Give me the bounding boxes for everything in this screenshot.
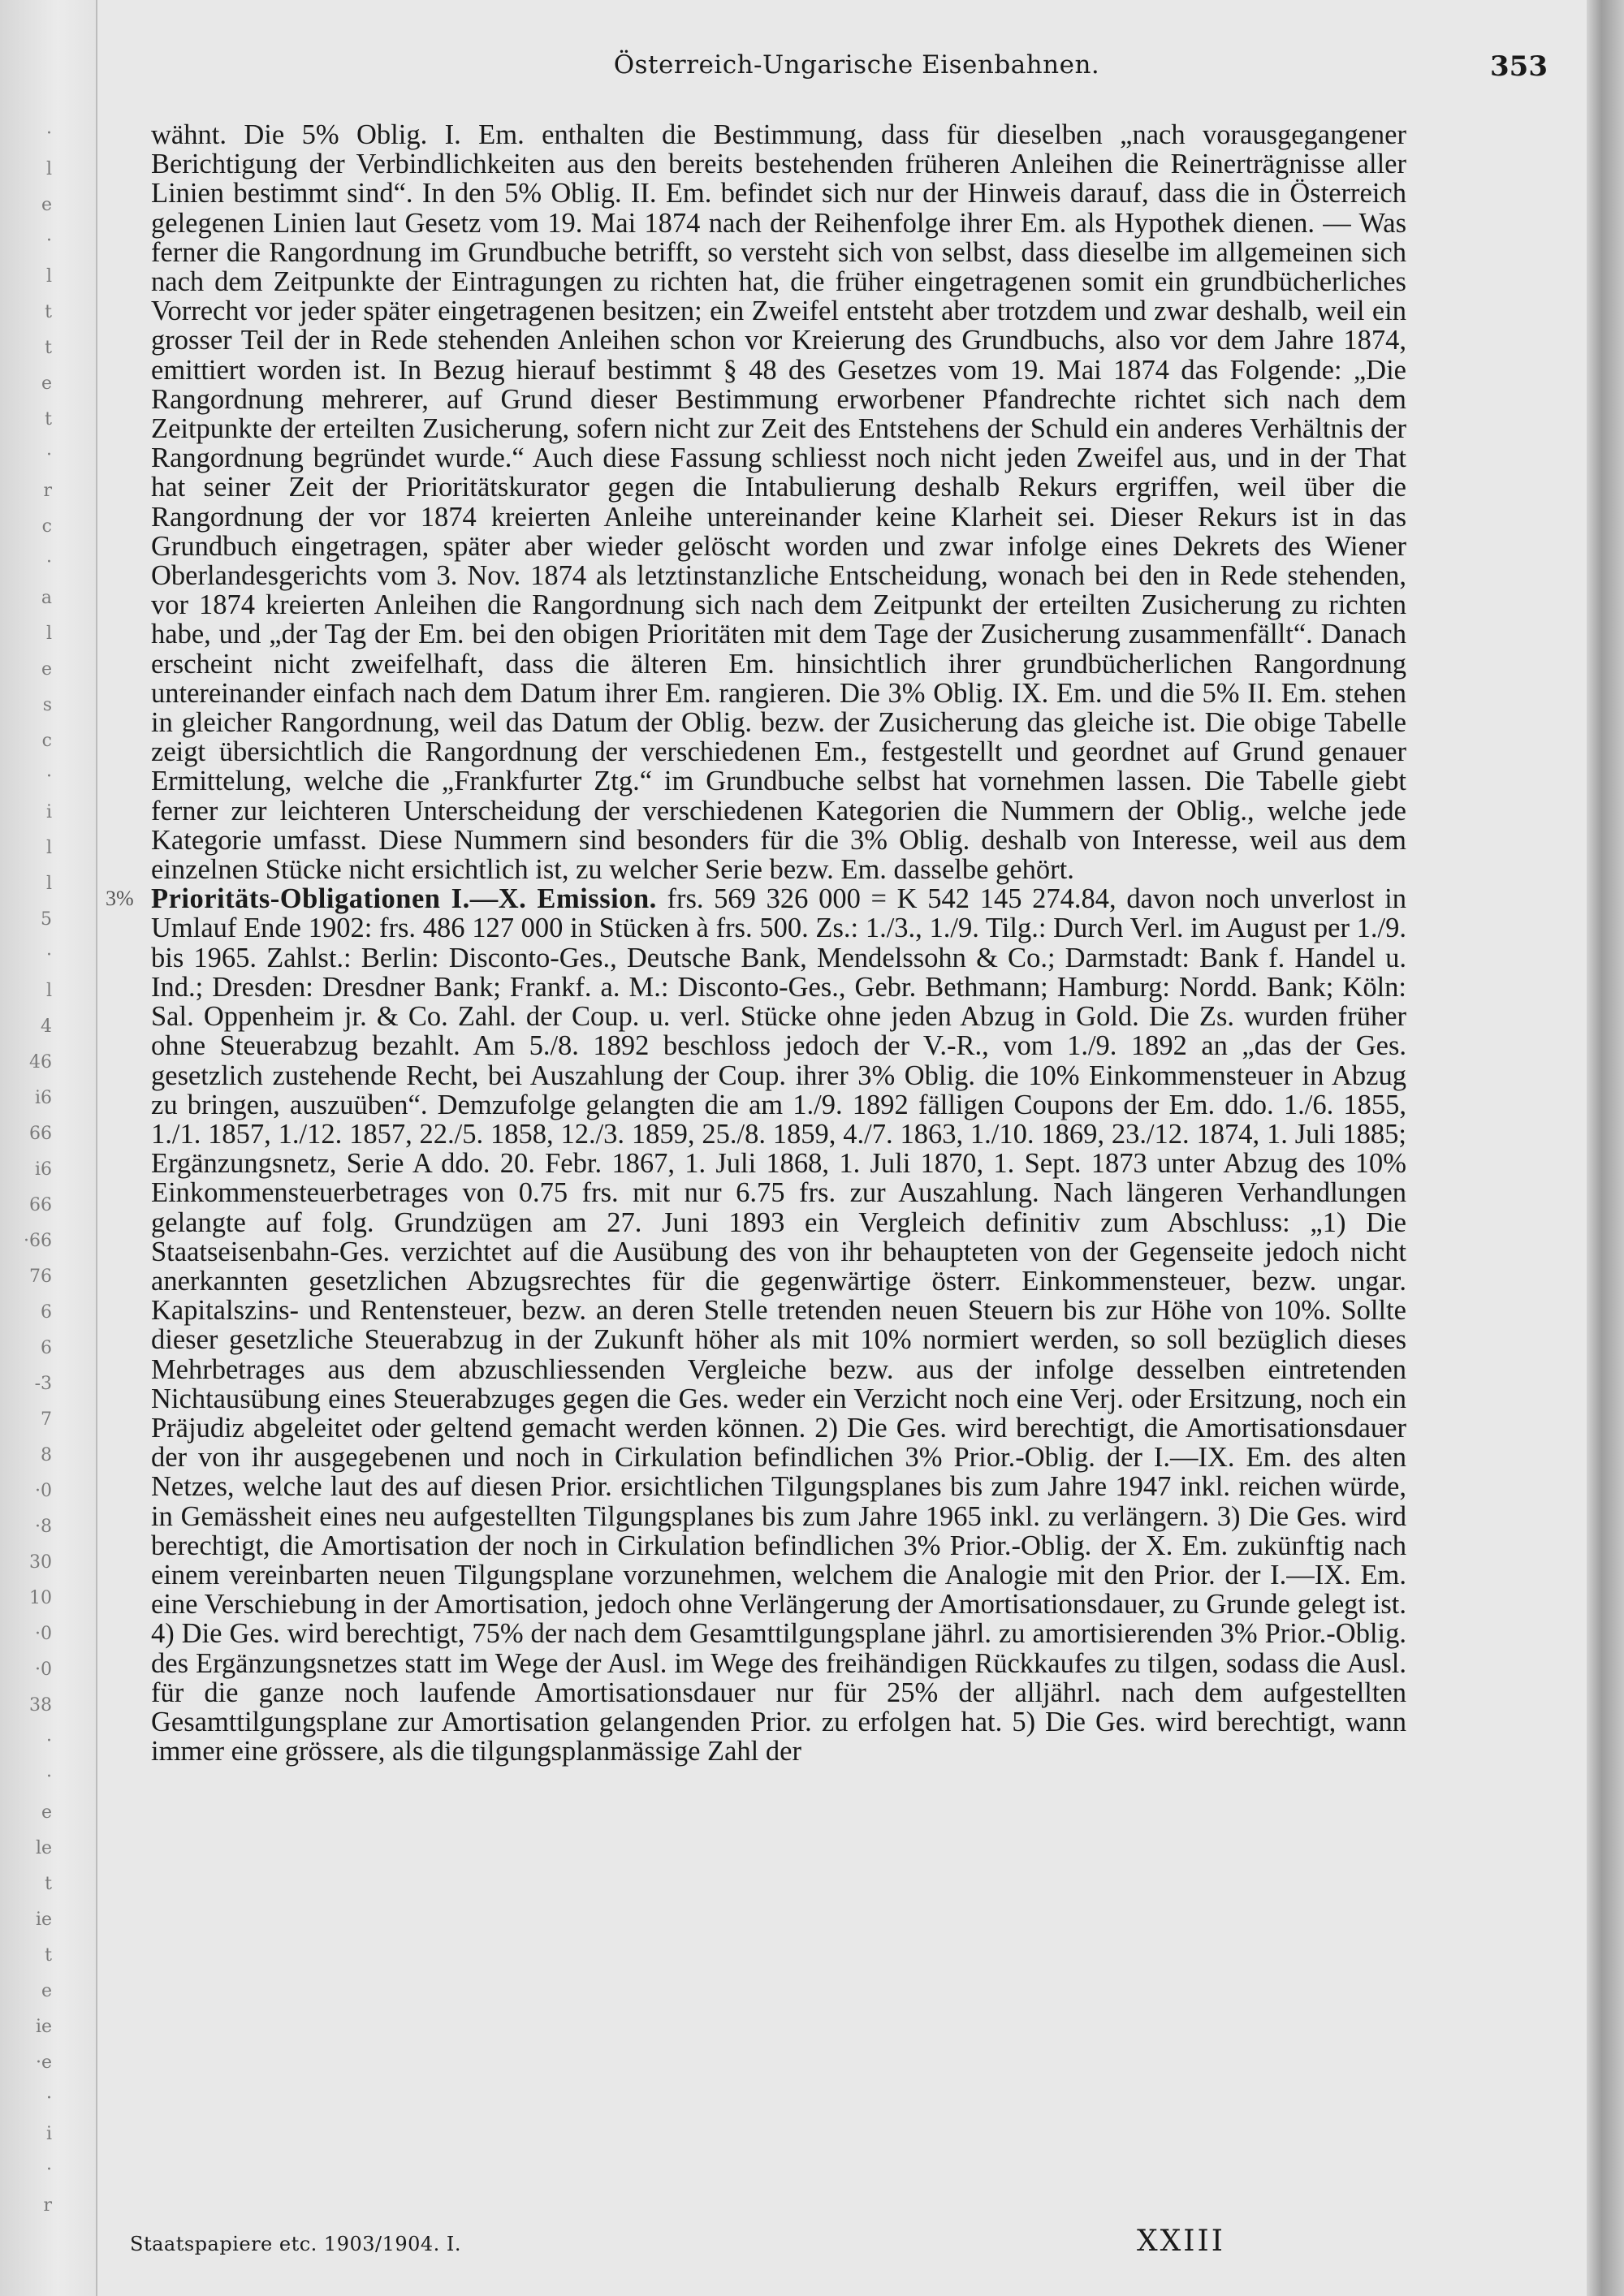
margin-bleed-glyph: 4 [41, 1016, 52, 1037]
footer-source: Staatspapiere etc. 1903/1904. I. [130, 2233, 462, 2255]
margin-bleed-glyph: i6 [34, 1088, 52, 1108]
right-page-edge [1587, 0, 1624, 2296]
margin-bleed-glyph: 6 [41, 1302, 52, 1323]
margin-bleed-glyph: l [45, 838, 52, 858]
margin-bleed-glyph: -3 [34, 1374, 52, 1394]
margin-bleed-glyph: l [45, 981, 52, 1001]
margin-bleed-glyph: · [46, 445, 52, 465]
margin-bleed-glyph: l [45, 266, 52, 287]
margin-bleed-glyph: 7 [41, 1409, 52, 1430]
margin-bleed-glyph: 66 [29, 1124, 52, 1144]
margin-bleed-glyph: 8 [41, 1445, 52, 1465]
margin-bleed-glyph: le [35, 1838, 52, 1858]
margin-bleed-glyph: ie [35, 1910, 52, 1930]
margin-bleed-glyph: 5 [41, 909, 52, 930]
margin-bleed-glyph: c [41, 731, 52, 751]
margin-bleed-glyph: i [45, 2124, 52, 2144]
paragraph: wähnt. Die 5% Oblig. I. Em. enthalten die Bestimmung, dass für dieselben „nach vorausgegangener Berichtigung der Verbindlichkeiten aus den bereits bestehenden früheren Anleihen die Reinerträgnisse aller Linien bestimmt sind“. In den 5% Oblig. II. Em. befindet sich nur der Hinweis darauf, dass die in Österreich gelegenen Linien laut Gesetz vom 19. Mai 1874 nach der Reihenfolge ihrer Em. als Hypothek dienen. — Was ferner die Rangordnung im Grundbuche betrifft, so versteht sich von selbst, dass dieselbe im allgemeinen sich nach dem Zeitpunkte der Eintragungen zu richten hat, die früher eingetragenen somit ein grundbücherliches Vorrecht vor jeder später eingetragenen besitzen; ein Zweifel entsteht aber trotzdem und zwar deshalb, weil ein grosser Teil der in Rede stehenden Anleihen schon vor Kreierung des Grundbuchs, also vor dem Jahre 1874, emittiert worden ist. In Bezug hierauf bestimmt § 48 des Gesetzes vom 19. Mai 1874 das Folgende: „Die Rangordnung mehrerer, auf Grund dieser Bestimmung erworbener Pfandrechte richtet sich nach dem Zeitpunkte der erteilten Zusicherung, sofern nicht zur Zeit des Entstehens der Schuld ein anderes Verhältnis der Rangordnung begründet wurde.“ Auch diese Fassung schliesst noch nicht jeden Zweifel aus, und in der That hat seiner Zeit der Prioritätskurator gegen die Intabulierung deshalb Rekurs ergriffen, weil über die Rangordnung der vor 1874 kreierten Anleihe untereinander keine Klarheit sei. Dieser Rekurs ist in das Grundbuch eingetragen, später aber wieder gelöscht worden und zwar infolge eines Dekrets des Wiener Oberlandesgerichts vom 3. Nov. 1874 als letztinstanzliche Entscheidung, wonach bei den in Rede stehenden, vor 1874 kreierten Anleihen die Rangordnung sich nach dem Zeitpunkt der erteilten Zusicherung zu richten habe, und „der Tag der Em. bei den obigen Prioritäten mit dem Tage der Zusicherung zusammenfällt“. Danach erscheint nicht zweifelhaft, dass die älteren Em. hinsichtlich ihrer grundbücherlichen Rangordnung untereinander einfach nach dem Datum ihrer Em. rangieren. Die 3% Oblig. IX. Em. und die 5% II. Em. stehen in gleicher Rangordnung, weil das Datum der Oblig. bezw. der Zusicherung das gleiche ist. Die obige Tabelle zeigt übersichtlich die Rangordnung der verschiedenen Em., festgestellt und geordnet auf Grund genauer Ermittelung, welche die „Frankfurter Ztg.“ im Grundbuche selbst hat vornehmen lassen. Die Tabelle giebt ferner zur leichteren Unterscheidung der verschiedenen Kategorien die Nummern der Oblig., welche jede Kategorie umfasst. Diese Nummern sind besonders für die 3% Oblig. deshalb von Interesse, weil aus dem einzelnen Stücke nicht ersichtlich ist, zu welcher Serie bezw. Em. dasselbe gehört. [151, 119, 1406, 886]
margin-bleed-glyph: 10 [29, 1588, 52, 1608]
margin-bleed-glyph: · [46, 231, 52, 251]
margin-bleed-glyph: 46 [29, 1052, 52, 1072]
margin-bleed-glyph: a [41, 588, 52, 608]
margin-bleed-glyph: c [41, 516, 52, 537]
margin-bleed-glyph: · [46, 552, 52, 572]
margin-bleed-glyph: l [45, 874, 52, 894]
margin-bleed-glyph: ·0 [35, 1659, 52, 1680]
margin-bleed-glyph: · [46, 2088, 52, 2108]
entry-rate-marker: 3% [106, 887, 134, 911]
page-footer [130, 2225, 1567, 2264]
margin-bleed-glyph: s [42, 695, 52, 715]
margin-bleed-glyph: ·e [35, 2052, 52, 2073]
margin-bleed-glyph: r [43, 2195, 52, 2216]
signature-mark: XXIII [1137, 2225, 1225, 2258]
margin-bleed-glyph: · [46, 123, 52, 144]
margin-bleed-glyph: i6 [34, 1159, 52, 1180]
bond-entry [106, 883, 1406, 1767]
margin-bleed-glyph: t [45, 1945, 52, 1966]
margin-bleed-glyph: 38 [29, 1695, 52, 1716]
margin-bleed-glyph: 76 [29, 1267, 52, 1287]
margin-bleed-glyph: e [41, 195, 52, 215]
margin-bleed-glyph: l [45, 624, 52, 644]
margin-bleed-glyph: 30 [29, 1552, 52, 1573]
margin-bleed-glyph: · [46, 1767, 52, 1787]
margin-bleed-glyph: 66 [29, 1195, 52, 1215]
margin-bleed-glyph: 6 [41, 1338, 52, 1358]
margin-bleed-glyph: e [41, 1981, 52, 2001]
margin-bleed-glyph: · [46, 945, 52, 965]
running-head: Österreich-Ungarische Eisenbahnen. [613, 50, 1100, 80]
margin-bleed-glyph: · [46, 1731, 52, 1751]
margin-bleed-glyph: e [41, 373, 52, 394]
margin-bleed-glyph: ·66 [24, 1231, 52, 1251]
entry-text: frs. 569 326 000 = K 542 145 274.84, davon noch unverlost in Umlauf Ende 1902: frs. 486 127 000 in Stücken à frs. 500. Zs.: 1./3., 1./9. Tilg.: Durch Verl. im August per 1./9. bis 1965. Zahlst.: Berlin: Disconto-Ges., Deutsche Bank, Mendelssohn & Co.; Darmstadt: Bank f. Handel u. Ind.; Dresden: Dresdner Bank; Frankf. a. M.: Disconto-Ges., Gebr. Bethmann; Hamburg: Nordd. Bank; Köln: Sal. Oppenheim jr. & Co. Zahl. der Coup. u. verl. Stücke ohne jeden Abzug in Gold. Die Zs. wurden früher ohne Steuerabzug bezahlt. Am 5./8. 1892 beschloss jedoch der V.-R., vom 1./9. 1892 an „das der Ges. gesetzlich zustehende Recht, bei Auszahlung der Coup. ihrer 3% Oblig. die 10% Einkommensteuer in Abzug zu bringen, auszuüben“. Demzufolge gelangten die am 1./9. 1892 fälligen Coupons der Em. ddo. 1./6. 1855, 1./1. 1857, 1./12. 1857, 22./5. 1858, 12./3. 1859, 25./8. 1859, 4./7. 1863, 1./10. 1869, 23./12. 1874, 1. Juli 1885; Ergänzungsnetz, Serie A ddo. 20. Febr. 1867, 1. Juli 1868, 1. Juli 1870, 1. Sept. 1873 unter Abzug des 10% Einkommensteuerbetrages von 0.75 frs. mit nur 6.75 frs. zur Auszahlung. Nach längeren Verhandlungen gelangte auf folg. Grundzügen am 27. Juni 1893 ein Vergleich definitiv zum Abschluss: „1) Die Staatseisenbahn-Ges. verzichtet auf die Ausübung des von ihr behaupteten von der Gegenseite jedoch nicht anerkannten gesetzlichen Abzugsrechtes für die gegenwärtige österr. Einkommensteuer, bezw. ungar. Kapitalszins- und Rentensteuer, bezw. an deren Stelle tretenden neuen Steuern bis zur Höhe von 10%. Sollte dieser gesetzliche Steuerabzug in der Zukunft höher als mit 10% normiert werden, so soll bezüglich dieses Mehrbetrages aus dem abzuschliessenden Vergleiche bezw. aus der infolge desselben eintretenden Nichtausübung eines Steuerabzuges gegen die Ges. weder ein Verzicht noch eine Verj. oder Ersitzung, noch ein Präjudiz abgeleitet oder geltend gemacht werden können. 2) Die Ges. wird berechtigt, die Amortisationsdauer der von ihr ausgegebenen und noch in Cirkulation befindlichen 3% Prior.-Oblig. der I.—IX. Em. des alten Netzes, welche laut des auf diesen Prior. ersichtlichen Tilgungsplanes bis zum Jahre 1947 inkl. reichen würde, in Gemässheit eines neu aufgestellten Tilgungsplanes bis zum Jahre 1965 inkl. zu verlängern. 3) Die Ges. wird berechtigt, die Amortisation der noch in Cirkulation befindlichen 3% Prior.-Oblig. der X. Em. zukünftig nach einem vereinbarten neuen Tilgungsplane vorzunehmen, welchem die Analogie mit den Prior. der I.—IX. Em. eine Verschiebung in der Amortisation, jedoch ohne Verlängerung der Amortisationsdauer, zu Grunde gelegt ist. 4) Die Ges. wird berechtigt, 75% der nach dem Gesamttilgungsplane jährl. zu amortisierenden 3% Prior.-Oblig. des Ergänzungsnetzes statt im Wege der Ausl. im Wege des freihändigen Rückkaufes zu tilgen, sodass die Ausl. für die ganze noch laufende Amortisationsdauer nur für 25% der alljährl. nach dem aufgestellten Gesamttilgungsplane zur Amortisation gelangenden Prior. zu erfolgen hat. 5) Die Ges. wird berechtigt, wann immer eine grössere, als die tilgungsplanmässige Zahl der [151, 883, 1406, 1767]
margin-bleed-glyph: ·0 [35, 1481, 52, 1501]
margin-bleed-glyph: · [46, 766, 52, 787]
margin-bleed-glyph: t [45, 338, 52, 358]
body-text [106, 119, 1406, 1767]
margin-bleed-glyph: t [45, 409, 52, 429]
margin-bleed-glyph: t [45, 302, 52, 322]
margin-bleed-glyph: e [41, 659, 52, 680]
margin-bleed-glyph: ·8 [35, 1517, 52, 1537]
page-header [146, 50, 1567, 91]
margin-bleed-glyph: l [45, 159, 52, 179]
page-number: 353 [1490, 50, 1548, 83]
margin-bleed-glyph: i [45, 802, 52, 822]
margin-bleed-glyph: t [45, 1874, 52, 1894]
entry-title: Prioritäts-Obligationen I.—X. Emission. [151, 883, 657, 915]
left-page-strip [0, 0, 97, 2296]
margin-bleed-glyph: r [43, 481, 52, 501]
margin-bleed-glyph: ie [35, 2017, 52, 2037]
margin-bleed-glyph: ·0 [35, 1624, 52, 1644]
margin-bleed-glyph: · [46, 2160, 52, 2180]
margin-bleed-glyph: e [41, 1802, 52, 1823]
